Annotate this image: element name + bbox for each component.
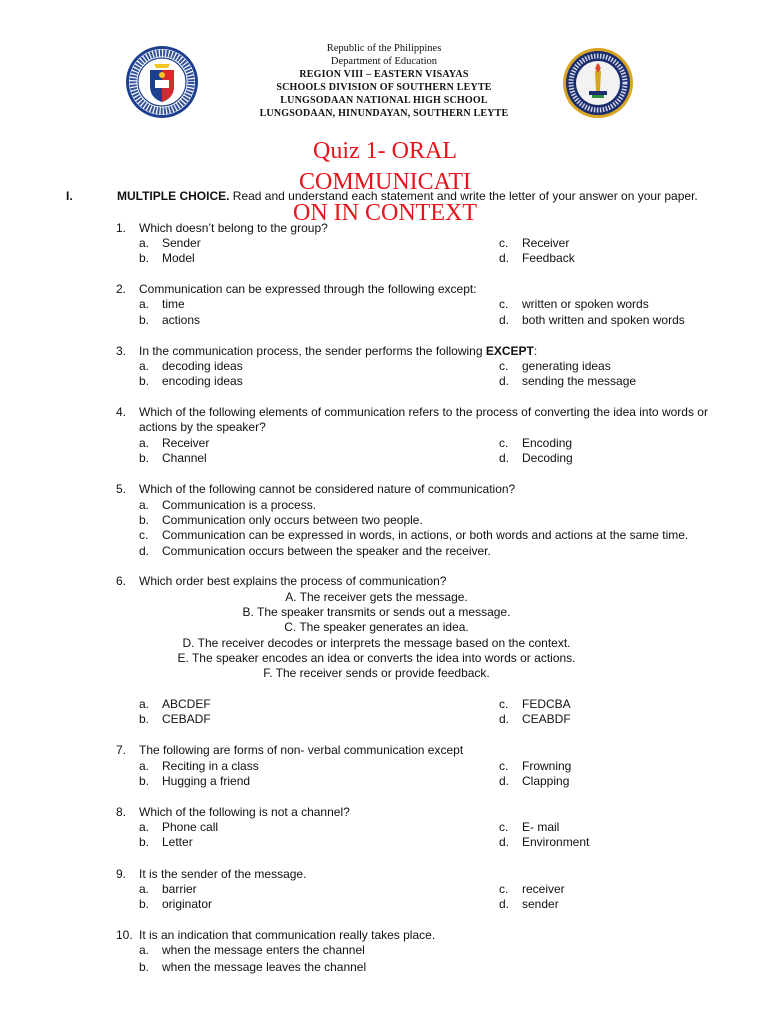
choice-text: Communication occurs between the speaker and the receiver. xyxy=(162,544,491,558)
choice-letter: b. xyxy=(139,251,150,265)
choice-letter: d. xyxy=(499,712,510,726)
header-region: REGION VIII – EASTERN VISAYAS xyxy=(299,69,469,80)
choice-text: Sender xyxy=(162,236,201,250)
choice-letter: d. xyxy=(499,774,510,788)
choice-letter: b. xyxy=(139,513,150,527)
quiz-title-line1: Quiz 1- ORAL xyxy=(313,138,457,164)
choice-text: FEDCBA xyxy=(522,697,571,711)
choice-text: Reciting in a class xyxy=(162,759,259,773)
question-number: 3. xyxy=(116,344,127,358)
choice-text: Clapping xyxy=(522,774,570,788)
choice-letter: b. xyxy=(139,774,150,788)
choice-text: receiver xyxy=(522,882,565,896)
question-text: The following are forms of non- verbal communication except xyxy=(139,743,464,757)
question-emphasis: EXCEPT xyxy=(485,344,534,358)
process-step: B. The speaker transmits or sends out a message. xyxy=(242,605,511,619)
question-text: Which of the following is not a channel? xyxy=(139,805,350,819)
question-text: It is the sender of the message. xyxy=(139,867,307,881)
header-department: Department of Education xyxy=(330,56,438,67)
choice-letter: b. xyxy=(139,835,150,849)
choice-letter: a. xyxy=(139,820,150,834)
choice-text: Model xyxy=(162,251,195,265)
choice-letter: c. xyxy=(499,697,509,711)
choice-text: originator xyxy=(162,897,213,911)
question-number: 2. xyxy=(116,282,127,296)
quiz-title-line3: ON IN CONTEXT xyxy=(293,200,477,226)
choice-text: E- mail xyxy=(522,820,560,834)
choice-letter: d. xyxy=(499,451,510,465)
choice-text: Letter xyxy=(162,835,193,849)
question-text-main: In the communication process, the sender performs the following xyxy=(139,344,486,358)
choice-text: Hugging a friend xyxy=(162,774,251,788)
choice-letter: a. xyxy=(139,359,150,373)
choice-text: encoding ideas xyxy=(162,374,243,388)
choice-text: Receiver xyxy=(162,436,210,450)
choice-letter: b. xyxy=(139,313,150,327)
choice-letter: d. xyxy=(499,835,510,849)
header-school: LUNGSODAAN NATIONAL HIGH SCHOOL xyxy=(280,95,488,106)
question-number: 5. xyxy=(116,482,127,496)
choice-letter: c. xyxy=(499,297,509,311)
process-step: C. The speaker generates an idea. xyxy=(284,620,469,634)
question-number: 1. xyxy=(116,221,127,235)
question-number: 9. xyxy=(116,867,127,881)
choice-text: written or spoken words xyxy=(522,297,649,311)
choice-text: sender xyxy=(522,897,559,911)
process-step: A. The receiver gets the message. xyxy=(285,590,468,604)
process-step: F. The receiver sends or provide feedback. xyxy=(263,666,490,680)
choice-text: barrier xyxy=(162,882,197,896)
question-text: It is an indication that communication really takes place. xyxy=(139,928,436,942)
choice-letter: c. xyxy=(499,436,509,450)
deped-seal-icon xyxy=(124,44,200,125)
choice-letter: c. xyxy=(499,882,509,896)
choice-letter: a. xyxy=(139,943,150,957)
choice-text: when the message leaves the channel xyxy=(162,960,367,974)
choice-text: Receiver xyxy=(522,236,570,250)
choice-letter: c. xyxy=(139,528,149,542)
choice-letter: a. xyxy=(139,697,150,711)
question-number: 10. xyxy=(116,928,133,942)
process-step: D. The receiver decodes or interprets the message based on the context. xyxy=(182,636,571,650)
choice-letter: d. xyxy=(139,544,150,558)
question-text xyxy=(139,344,537,358)
choice-letter: d. xyxy=(499,313,510,327)
choice-letter: b. xyxy=(139,374,150,388)
choice-text: Communication is a process. xyxy=(162,498,317,512)
choice-letter: c. xyxy=(499,820,509,834)
choice-text: Communication only occurs between two people. xyxy=(162,513,423,527)
header-division: SCHOOLS DIVISION OF SOUTHERN LEYTE xyxy=(276,82,492,93)
header-republic: Republic of the Philippines xyxy=(326,43,442,54)
choice-letter: a. xyxy=(139,436,150,450)
choice-letter: c. xyxy=(499,359,509,373)
quiz-title-line2: COMMUNICATI xyxy=(298,169,471,195)
choice-letter: b. xyxy=(139,712,150,726)
question-text: Which of the following elements of communication refers to the process of converting the idea into words or xyxy=(139,405,708,419)
choice-letter: a. xyxy=(139,882,150,896)
question-text: Which order best explains the process of communication? xyxy=(139,574,447,588)
choice-letter: d. xyxy=(499,251,510,265)
header-address: LUNGSODAAN, HINUNDAYAN, SOUTHERN LEYTE xyxy=(259,108,509,119)
choice-text: both written and spoken words xyxy=(522,313,685,327)
question-text: Which doesn’t belong to the group? xyxy=(139,221,328,235)
choice-letter: d. xyxy=(499,374,510,388)
choice-text: generating ideas xyxy=(522,359,611,373)
choice-letter: a. xyxy=(139,498,150,512)
choice-letter: a. xyxy=(139,297,150,311)
choice-letter: a. xyxy=(139,236,150,250)
choice-text: Communication can be expressed in words, in actions, or both words and actions at the same time. xyxy=(162,528,689,542)
choice-text: when the message enters the channel xyxy=(162,943,365,957)
choice-text: Feedback xyxy=(522,251,575,265)
section-instructions xyxy=(117,189,698,203)
choice-letter: a. xyxy=(139,759,150,773)
choice-text: time xyxy=(162,297,185,311)
choice-letter: c. xyxy=(499,236,509,250)
choice-letter: d. xyxy=(499,897,510,911)
choice-letter: b. xyxy=(139,897,150,911)
choice-text: ABCDEF xyxy=(162,697,211,711)
choice-text: Frowning xyxy=(522,759,572,773)
question-number: 7. xyxy=(116,743,127,757)
choice-letter: b. xyxy=(139,451,150,465)
choice-text: Environment xyxy=(522,835,590,849)
question-text-tail: : xyxy=(533,344,538,358)
question-text: Communication can be expressed through the following except: xyxy=(139,282,477,296)
choice-text: Channel xyxy=(162,451,207,465)
choice-text: Phone call xyxy=(162,820,219,834)
question-number: 6. xyxy=(116,574,127,588)
choice-letter: b. xyxy=(139,960,150,974)
choice-text: CEABDF xyxy=(522,712,571,726)
question-text: Which of the following cannot be considered nature of communication? xyxy=(139,482,516,496)
question-number: 8. xyxy=(116,805,127,819)
choice-text: CEBADF xyxy=(162,712,211,726)
choice-letter: c. xyxy=(499,759,509,773)
section-instruction-text: Read and understand each statement and write the letter of your answer on your paper. xyxy=(229,189,698,203)
school-seal-icon xyxy=(562,47,634,124)
process-step: E. The speaker encodes an idea or converts the idea into words or actions. xyxy=(177,651,576,665)
choice-text: sending the message xyxy=(522,374,637,388)
choice-text: actions xyxy=(162,313,201,327)
choice-text: Encoding xyxy=(522,436,573,450)
question-text-continued: actions by the speaker? xyxy=(139,420,266,434)
section-heading: MULTIPLE CHOICE. xyxy=(117,189,230,203)
section-number: I. xyxy=(66,189,73,203)
choice-text: Decoding xyxy=(522,451,573,465)
question-number: 4. xyxy=(116,405,127,419)
choice-text: decoding ideas xyxy=(162,359,243,373)
